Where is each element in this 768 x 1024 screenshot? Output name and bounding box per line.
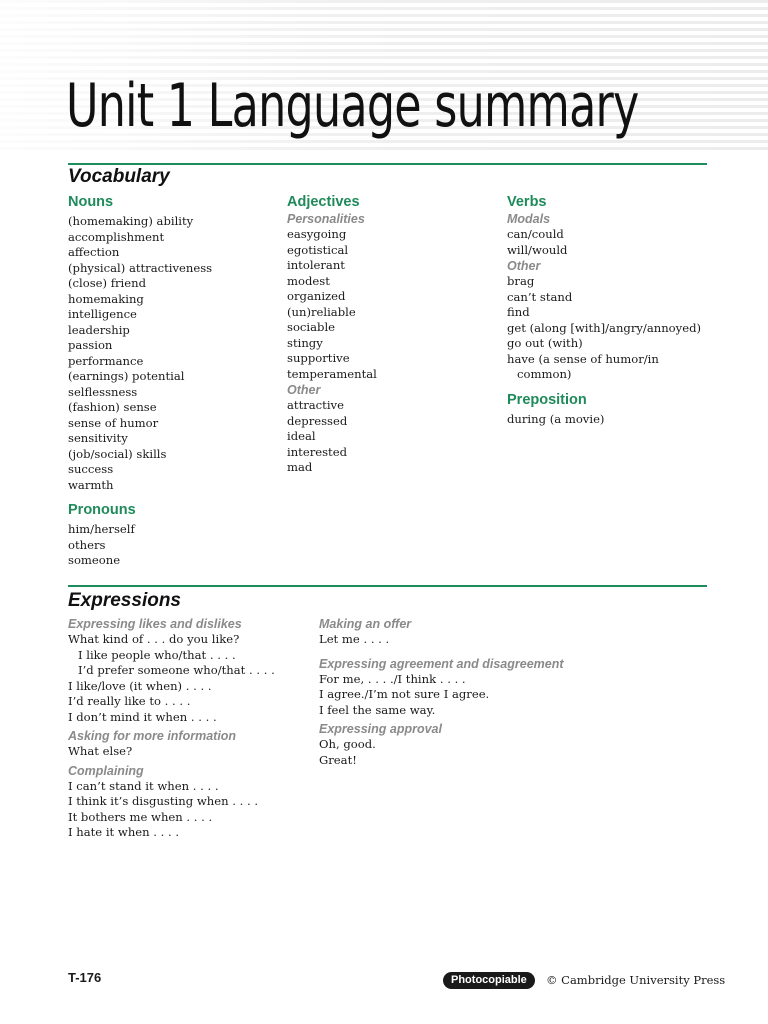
modals-list <box>507 227 701 258</box>
list-item: Let me . . . . <box>319 632 390 646</box>
approval-list <box>319 737 564 768</box>
list-item: (homemaking) ability <box>68 214 194 228</box>
list-item: mad <box>287 460 313 474</box>
expressions-heading: Expressions <box>68 590 181 611</box>
list-item: ideal <box>287 429 316 443</box>
list-item: interested <box>287 444 347 459</box>
list-item: temperamental <box>287 366 377 381</box>
page-title: Unit 1 Language summary <box>66 71 639 141</box>
complaining-label: Complaining <box>68 763 144 778</box>
list-item: I think it’s disgusting when . . . . <box>68 794 259 808</box>
verbs-heading: Verbs <box>507 194 547 210</box>
vocabulary-heading: Vocabulary <box>68 166 170 187</box>
list-item: I’d prefer someone who/that . . . . <box>78 663 275 677</box>
list-item: What kind of . . . do you like? <box>68 632 240 646</box>
list-item: I can’t stand it when . . . . <box>68 778 219 793</box>
list-item: affection <box>68 245 120 259</box>
list-item: common) <box>517 367 572 381</box>
list-item: find <box>507 305 530 319</box>
list-item: success <box>68 462 114 476</box>
list-item: sociable <box>287 320 336 334</box>
more-info-label: Asking for more information <box>68 729 237 743</box>
list-item: him/herself <box>68 522 135 536</box>
list-item: attractive <box>287 398 344 412</box>
modals-label: Modals <box>507 212 551 226</box>
list-item: someone <box>68 553 121 567</box>
list-item: I don’t mind it when . . . . <box>68 709 217 724</box>
list-item: accomplishment <box>68 229 165 244</box>
list-item: What else? <box>68 744 133 758</box>
list-item: homemaking <box>68 291 144 306</box>
expressions-left-column <box>68 616 275 841</box>
list-item: Oh, good. <box>319 737 376 751</box>
list-item: warmth <box>68 477 114 492</box>
more-info-list <box>68 744 275 760</box>
list-item: organized <box>287 289 346 303</box>
list-item: intolerant <box>287 258 345 272</box>
list-item: Great! <box>319 752 357 767</box>
list-item: during (a movie) <box>507 411 605 426</box>
list-item: (job/social) skills <box>68 446 167 461</box>
list-item: It bothers me when . . . . <box>68 809 213 824</box>
list-item: (earnings) potential <box>68 369 185 383</box>
list-item: depressed <box>287 413 348 428</box>
personalities-list <box>287 227 377 382</box>
preposition-heading: Preposition <box>507 391 587 408</box>
copyright-notice: © Cambridge University Press <box>546 973 726 987</box>
list-item: brag <box>507 274 535 288</box>
list-item: sense of humor <box>68 415 159 430</box>
list-item: (physical) attractiveness <box>68 260 213 275</box>
agreement-label: Expressing agreement and disagreement <box>319 656 564 671</box>
page-number: T-176 <box>68 970 102 985</box>
list-item: I agree./I’m not sure I agree. <box>319 687 490 701</box>
verbs-column <box>507 193 701 427</box>
list-item: I’d really like to . . . . <box>68 694 191 708</box>
list-item: modest <box>287 273 330 288</box>
list-item: egotistical <box>287 242 349 257</box>
list-item: can/could <box>507 227 564 241</box>
adjectives-heading: Adjectives <box>287 194 360 210</box>
expressions-right-column <box>319 616 564 768</box>
list-item: stingy <box>287 335 323 350</box>
list-item: sensitivity <box>68 431 128 445</box>
approval-label: Expressing approval <box>319 722 442 736</box>
photocopiable-badge: Photocopiable <box>443 972 535 989</box>
pronouns-heading: Pronouns <box>68 502 136 518</box>
list-item: will/would <box>507 242 568 257</box>
list-item: others <box>68 537 106 552</box>
list-item: I like people who/that . . . . <box>78 647 236 662</box>
list-item: can’t stand <box>507 289 573 304</box>
list-item: I like/love (it when) . . . . <box>68 678 212 693</box>
list-item: For me, . . . ./I think . . . . <box>319 671 466 686</box>
agreement-list <box>319 672 564 719</box>
list-item: easygoing <box>287 227 347 241</box>
list-item: passion <box>68 338 113 352</box>
list-item: I feel the same way. <box>319 702 436 717</box>
list-item: (un)reliable <box>287 304 356 319</box>
list-item: have (a sense of humor/in <box>507 351 659 366</box>
list-item: performance <box>68 353 144 368</box>
pronouns-list <box>68 522 212 569</box>
likes-label: Expressing likes and dislikes <box>68 617 242 631</box>
list-item: I hate it when . . . . <box>68 825 180 839</box>
preposition-list <box>507 412 701 428</box>
list-item: get (along [with]/angry/annoyed) <box>507 320 702 335</box>
adjectives-other-label: Other <box>287 383 321 397</box>
verbs-other-label: Other <box>507 259 541 273</box>
adjectives-other-list <box>287 398 377 476</box>
offer-label: Making an offer <box>319 617 412 631</box>
expressions-divider <box>68 585 707 587</box>
list-item: intelligence <box>68 307 137 321</box>
list-item: supportive <box>287 351 350 365</box>
adjectives-column <box>287 193 377 476</box>
verbs-other-list <box>507 274 701 383</box>
list-item: (fashion) sense <box>68 400 157 414</box>
likes-list <box>68 632 275 725</box>
complaining-list <box>68 779 275 841</box>
list-item: leadership <box>68 322 130 337</box>
list-item: selflessness <box>68 384 138 399</box>
nouns-heading: Nouns <box>68 194 114 210</box>
offer-list <box>319 632 564 648</box>
nouns-list <box>68 214 212 493</box>
personalities-label: Personalities <box>287 212 365 226</box>
list-item: go out (with) <box>507 336 583 350</box>
list-item: (close) friend <box>68 276 147 290</box>
nouns-column <box>68 193 212 569</box>
